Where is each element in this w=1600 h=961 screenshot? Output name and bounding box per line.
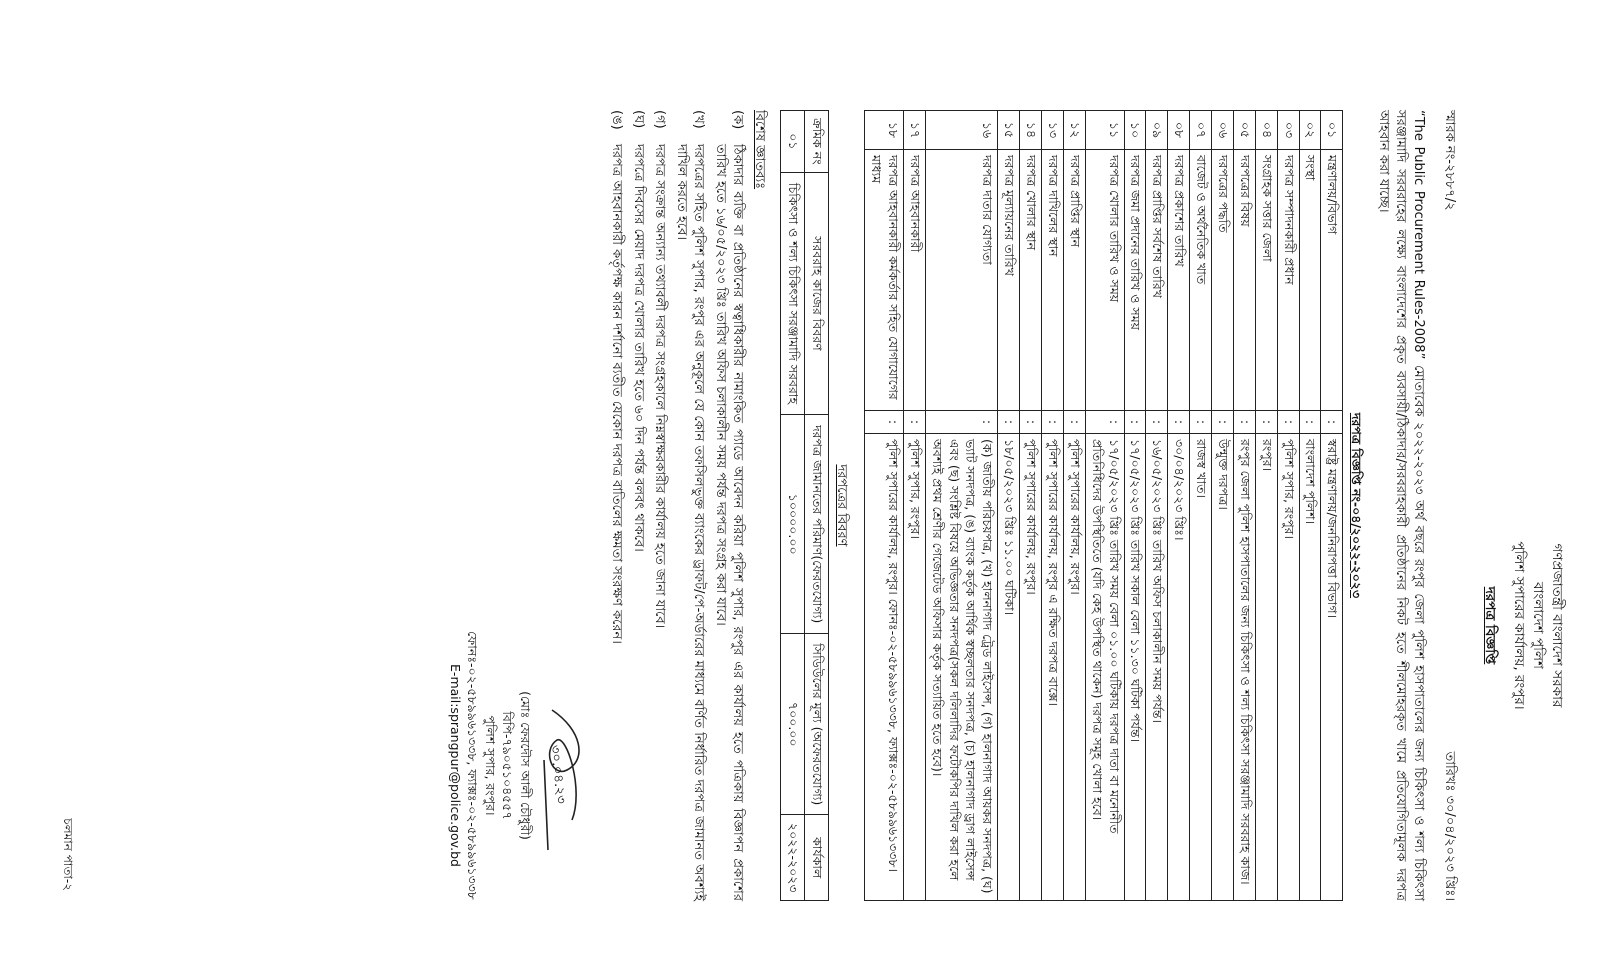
row-serial: ১৪ — [1020, 111, 1042, 150]
details-cell: চিকিৎসা ও শল্য চিকিৎসা সরঞ্জামাদি সরবরাহ — [780, 172, 804, 415]
tender-info-row — [1064, 111, 1086, 901]
row-serial: ১০ — [1124, 111, 1146, 150]
row-serial: ১৮ — [865, 111, 904, 150]
row-colon: : — [1020, 411, 1042, 434]
row-colon: : — [1234, 411, 1256, 434]
details-header: সরবরাহ কাজের বিবরণ — [804, 172, 828, 415]
handwritten-signature — [534, 630, 592, 901]
row-label: দরপত্র প্রাপ্তির স্থান — [1064, 150, 1086, 411]
tender-info-row — [1042, 111, 1064, 901]
tender-details-table — [780, 110, 829, 901]
row-colon: : — [1085, 411, 1124, 434]
row-value: পুলিশ সুপার, রংপুর। — [904, 434, 926, 901]
row-colon: : — [1299, 411, 1321, 434]
letterhead — [1480, 350, 1566, 901]
details-row — [780, 111, 804, 901]
row-serial: ১৩ — [1042, 111, 1064, 150]
intro-paragraph: “The Public Procurement Rules-2008” মোতাবেক ২০২২-২০২৩ অর্থ বছরে রংপুর জেলা পুলিশ হাসপাতালের জন্য চিকিৎসা ও শল্য চিকিৎসা সরঞ্জামাদি সরবরাহের লক্ষ্যে বাংলাদেশের প্রকৃত ব্যবসায়ী/ঠিকাদার/সরবরাহকারী প্রতিষ্ঠানের নিকট হতে শীলমোহরকৃত খামে প্রতিযোগিতামূলক দরপত্র আহবান করা যাচ্ছে। — [1375, 110, 1426, 901]
row-serial: ০১ — [1321, 111, 1343, 150]
special-notes — [608, 110, 768, 901]
tender-info-row — [1085, 111, 1124, 901]
row-serial: ১৬ — [925, 111, 998, 150]
office-name: পুলিশ সুপারের কার্যালয়, রংপুর। — [1511, 541, 1528, 710]
signature-block — [446, 630, 592, 901]
tender-info-row — [1020, 111, 1042, 901]
tender-info-row — [1234, 111, 1256, 901]
signatory-designation: পুলিশ সুপার, রংপুর। — [482, 715, 498, 816]
row-label: দরপত্র খোলার স্থান — [1020, 150, 1042, 411]
row-value: স্বরাষ্ট্র মন্ত্রণালয়/জননিরাপত্তা বিভাগ। — [1321, 434, 1343, 901]
special-notes-heading: বিশেষ জ্ঞাতব্যঃ — [751, 110, 767, 190]
row-colon: : — [1064, 411, 1086, 434]
row-value: বাংলাদেশ পুলিশ। — [1299, 434, 1321, 901]
row-value: ৩০/০৪/২০২৩ খ্রিঃ। — [1168, 434, 1190, 901]
row-colon: : — [1277, 411, 1299, 434]
tender-info-row — [1255, 111, 1277, 901]
row-label: সংগ্রাহক সত্তার জেলা — [1255, 150, 1277, 411]
note-item — [629, 110, 647, 901]
row-value: উন্মুক্ত দরপত্র। — [1212, 434, 1234, 901]
tender-info-table — [864, 110, 1343, 901]
row-value: পুলিশ সুপারের কার্যালয়, রংপুর। — [1064, 434, 1086, 901]
row-value: রংপুর। — [1255, 434, 1277, 901]
row-colon: : — [1168, 411, 1190, 434]
tender-info-row — [1299, 111, 1321, 901]
row-label: দরপত্র খোলার তারিখ ও সময় — [1085, 150, 1124, 411]
signatory-id: বিপি-৭৯০৫১০৪৫৫৭ — [500, 711, 516, 820]
row-colon: : — [1146, 411, 1168, 434]
note-item — [608, 110, 626, 901]
tender-info-row — [1277, 111, 1299, 901]
note-text: দরপত্র আহবানকারী কর্তৃপক্ষ কারন দর্শানো ব্যতীত যেকোন দরপত্র বাতিলের ক্ষমতা সংরক্ষণ করেন। — [609, 144, 625, 644]
signatory-phone: ফোনঃ-০২-৫৮৯৯৬১৩৩৮, ফ্যাক্সঃ-০২-৫৮৯৯৬১৩৩৮ — [465, 631, 481, 900]
note-item — [711, 110, 746, 901]
notice-title: দরপত্র বিজ্ঞপ্তি — [1482, 586, 1499, 665]
org-name: বাংলাদেশ পুলিশ — [1530, 581, 1547, 670]
tender-info-row — [1124, 111, 1146, 901]
row-colon: : — [1124, 411, 1146, 434]
details-header: কার্যকাল — [804, 815, 828, 901]
tender-info-row — [1146, 111, 1168, 901]
memo-date: তারিখঃ ৩০/০৪/২০২৩ খ্রিঃ। — [1442, 751, 1458, 901]
note-text: দরপত্রে দিবসের মেয়াদ দরপত্র খোলার তারিখ হতে ৬০ দিন পর্যন্ত বলবৎ থাকবে। — [630, 144, 646, 552]
row-label: দরপত্র প্রাপ্তির সর্বশেষ তারিখ — [1146, 150, 1168, 411]
signature-date: ৩০.০৪.২৩ — [546, 744, 568, 805]
row-label: বাজেট ও অর্থনৈতিক খাত — [1190, 150, 1212, 411]
row-colon: : — [904, 411, 926, 434]
signatory-name: (মোঃ ফেরদৌস আলী চৌধুরী) — [517, 691, 533, 840]
row-serial: ০৩ — [1277, 111, 1299, 150]
row-serial: ১২ — [1064, 111, 1086, 150]
row-value: পুলিশ সুপারের কার্যালয়, রংপুর। ফোনঃ-০২-৫৮৯৯৬১৩৩৮, ফ্যাক্সঃ-০২-৫৮৯৯৬১৩৩৮। — [865, 434, 904, 901]
row-value: ১৮/০৫/২০২৩ খ্রিঃ ১১.০০ ঘটিকা। — [998, 434, 1020, 901]
details-header-row — [804, 111, 828, 901]
row-label: দরপত্র মূল্যায়নের তারিখ — [998, 150, 1020, 411]
note-item — [672, 110, 707, 901]
row-value: পুলিশ সুপার, রংপুর। — [1277, 434, 1299, 901]
note-key: (গ) — [652, 110, 668, 129]
tender-info-row — [998, 111, 1020, 901]
row-colon: : — [1212, 411, 1234, 434]
details-title: দরপত্রের বিবরণ — [834, 464, 850, 547]
details-cell: ২০২২-২০২৩ — [780, 815, 804, 901]
continuation-note: চলমান পাতা-২ — [61, 818, 76, 891]
tender-info-row — [904, 111, 926, 901]
details-header: সিডিউলের মূল্য (অফেরতযোগ্য) — [804, 634, 828, 815]
note-key: (ঙ) — [609, 110, 625, 130]
row-serial: ১৫ — [998, 111, 1020, 150]
row-serial: ০৭ — [1190, 111, 1212, 150]
row-colon: : — [1042, 411, 1064, 434]
row-value: পুলিশ সুপারের কার্যালয়, রংপুর এ রক্ষিত দরপত্র বাক্সে। — [1042, 434, 1064, 901]
tender-info-row — [1168, 111, 1190, 901]
row-serial: ০৫ — [1234, 111, 1256, 150]
row-serial: ০৯ — [1146, 111, 1168, 150]
row-serial: ০২ — [1299, 111, 1321, 150]
note-key: (ঘ) — [630, 110, 646, 129]
row-value: (ক) জাতীয় পরিচয়পত্র, (খ) হালনাগাদ ট্রেড লাইসেন্স, (গ) হালনাগাদ আয়কর সনদপত্র, (ঘ) ভ্যাট সনদপত্র, (ঙ) ব্যাংক কর্তৃক আর্থিক স্বচ্ছলতার সনদপত্র, (চ) হালনাগাদ ড্রাগ লাইসেন্স এবং (ছ) সংশ্লিষ্ট বিষয়ে অভিজ্ঞতার সনদপত্র(সকল দলিলাদির ফটোকপির দাখিল করা হলে অবশ্যই প্রথম শ্রেণীর গেজেটেড অফিসার কর্তৃক সত্যায়িত হতে হবে)। — [925, 434, 998, 901]
notice-number: দরপত্র বিজ্ঞপ্তি নং-০৪/২০২২-২০২৩ — [1349, 412, 1365, 599]
row-colon: : — [1255, 411, 1277, 434]
row-label: দরপত্রের পদ্ধতি — [1212, 150, 1234, 411]
row-colon: : — [865, 411, 904, 434]
tender-info-row — [1321, 111, 1343, 901]
row-label: সংস্থা — [1299, 150, 1321, 411]
details-cell: ১০০০০.০০ — [780, 415, 804, 634]
row-value: ১৭/০৫/২০২৩ খ্রিঃ তারিখ সকাল বেলা ১১.৩০ ঘটিকা পর্যন্ত। — [1124, 434, 1146, 901]
row-colon: : — [1321, 411, 1343, 434]
row-colon: : — [998, 411, 1020, 434]
row-label: মন্ত্রণালয়/বিভাগ — [1321, 150, 1343, 411]
row-colon: : — [1190, 411, 1212, 434]
row-serial: ০৬ — [1212, 111, 1234, 150]
row-value: রাজস্ব খাত। — [1190, 434, 1212, 901]
note-text: দরপত্র সংক্রান্ত অন্যান্য তথ্যাবলী দরপত্র সংগ্রহকালে নিম্নস্বাক্ষরকারীর কার্যালয় হতে জানা যাবে। — [652, 144, 668, 629]
row-serial: ১৭ — [904, 111, 926, 150]
row-value: ১৬/০৫/২০২৩ খ্রিঃ তারিখ অফিস চলাকালীন সময় পর্যন্ত। — [1146, 434, 1168, 901]
tender-info-row — [1190, 111, 1212, 901]
row-serial: ০৮ — [1168, 111, 1190, 150]
details-cell: ০১ — [780, 111, 804, 173]
memo-ref: স্মারক নং-২৮৮৭/২ — [1442, 110, 1458, 211]
signatory-email: E-mail:sprangpur@police.gov.bd — [447, 664, 463, 867]
tender-info-row — [865, 111, 904, 901]
row-value: রংপুর জেলা পুলিশ হাসপাতালের জন্য চিকিৎসা ও শল্য চিকিৎসা সরঞ্জামাদি সরবরাহ কাজ। — [1234, 434, 1256, 901]
row-value: পুলিশ সুপারের কার্যালয়, রংপুর। — [1020, 434, 1042, 901]
row-label: দরপত্র জমা প্রদানের তারিখ ও সময় — [1124, 150, 1146, 411]
note-text: দরপত্রের সহিত পুলিশ সুপার, রংপুর এর অনুকূলে যে কোন তফসিলভুক্ত ব্যাংকের ড্রাফট/পে-অর্ডারের মাধ্যমে বর্ণিত নির্ধারিত দরপত্র জামানত অবশ্যই দাখিল করতে হবে। — [673, 144, 707, 901]
note-key: (ক) — [730, 110, 746, 130]
row-label: দরপত্র দাখিলের স্থান — [1042, 150, 1064, 411]
note-item — [651, 110, 669, 901]
row-label: দরপত্র দাতার যোগ্যতা — [925, 150, 998, 411]
memo-line — [1441, 110, 1459, 901]
note-text: ঠিকাদার ব্যক্তি বা প্রতিষ্ঠানের স্বত্বাধিকারীর নামাংকিত প্যাডে আবেদন করিয়া পুলিশ সুপার, রংপুর এর কার্যালয় হতে পত্রিকায় বিজ্ঞাপন প্রকাশের তারিখ হতে ১৬/০৫/২০২৩ খ্রিঃ তারিখ অফিস চলাকালীন সময় পর্যন্ত দরপত্র সংগ্রহ করা যাবে। — [712, 144, 746, 901]
row-label: দরপত্র আহবানকারী — [904, 150, 926, 411]
row-value: ১৭/০৫/২০২৩ খ্রিঃ তারিখ সময় বেলা ০১.০০ ঘটিকায় দরপত্র দাতা বা মনোনীত প্রতিনিধিদের উপস্থিতিতে (যদি কেহ উপস্থিত থাকেন) দরপত্র সমূহ খোলা হবে। — [1085, 434, 1124, 901]
govt-name: গণপ্রজাতন্ত্রী বাংলাদেশ সরকার — [1549, 543, 1565, 708]
row-serial: ১১ — [1085, 111, 1124, 150]
row-label: দরপত্র আহবানকারী কর্মকর্তার সহিত যোগাযোগের মাধ্যম — [865, 150, 904, 411]
row-label: দরপত্র প্রকাশের তারিখ — [1168, 150, 1190, 411]
tender-info-row — [925, 111, 998, 901]
details-cell: ৭০০.০০ — [780, 634, 804, 815]
details-header: ক্রমিক নং — [804, 111, 828, 173]
row-serial: ০৪ — [1255, 111, 1277, 150]
row-colon: : — [925, 411, 998, 434]
details-header: দরপত্র জামানতের পরিমাণ(ফেরতযোগ্য) — [804, 415, 828, 634]
row-label: দরপত্র সম্পাদনকারী প্রধান — [1277, 150, 1299, 411]
row-label: দরপত্রের বিষয় — [1234, 150, 1256, 411]
tender-info-row — [1212, 111, 1234, 901]
note-key: (খ) — [691, 110, 707, 129]
